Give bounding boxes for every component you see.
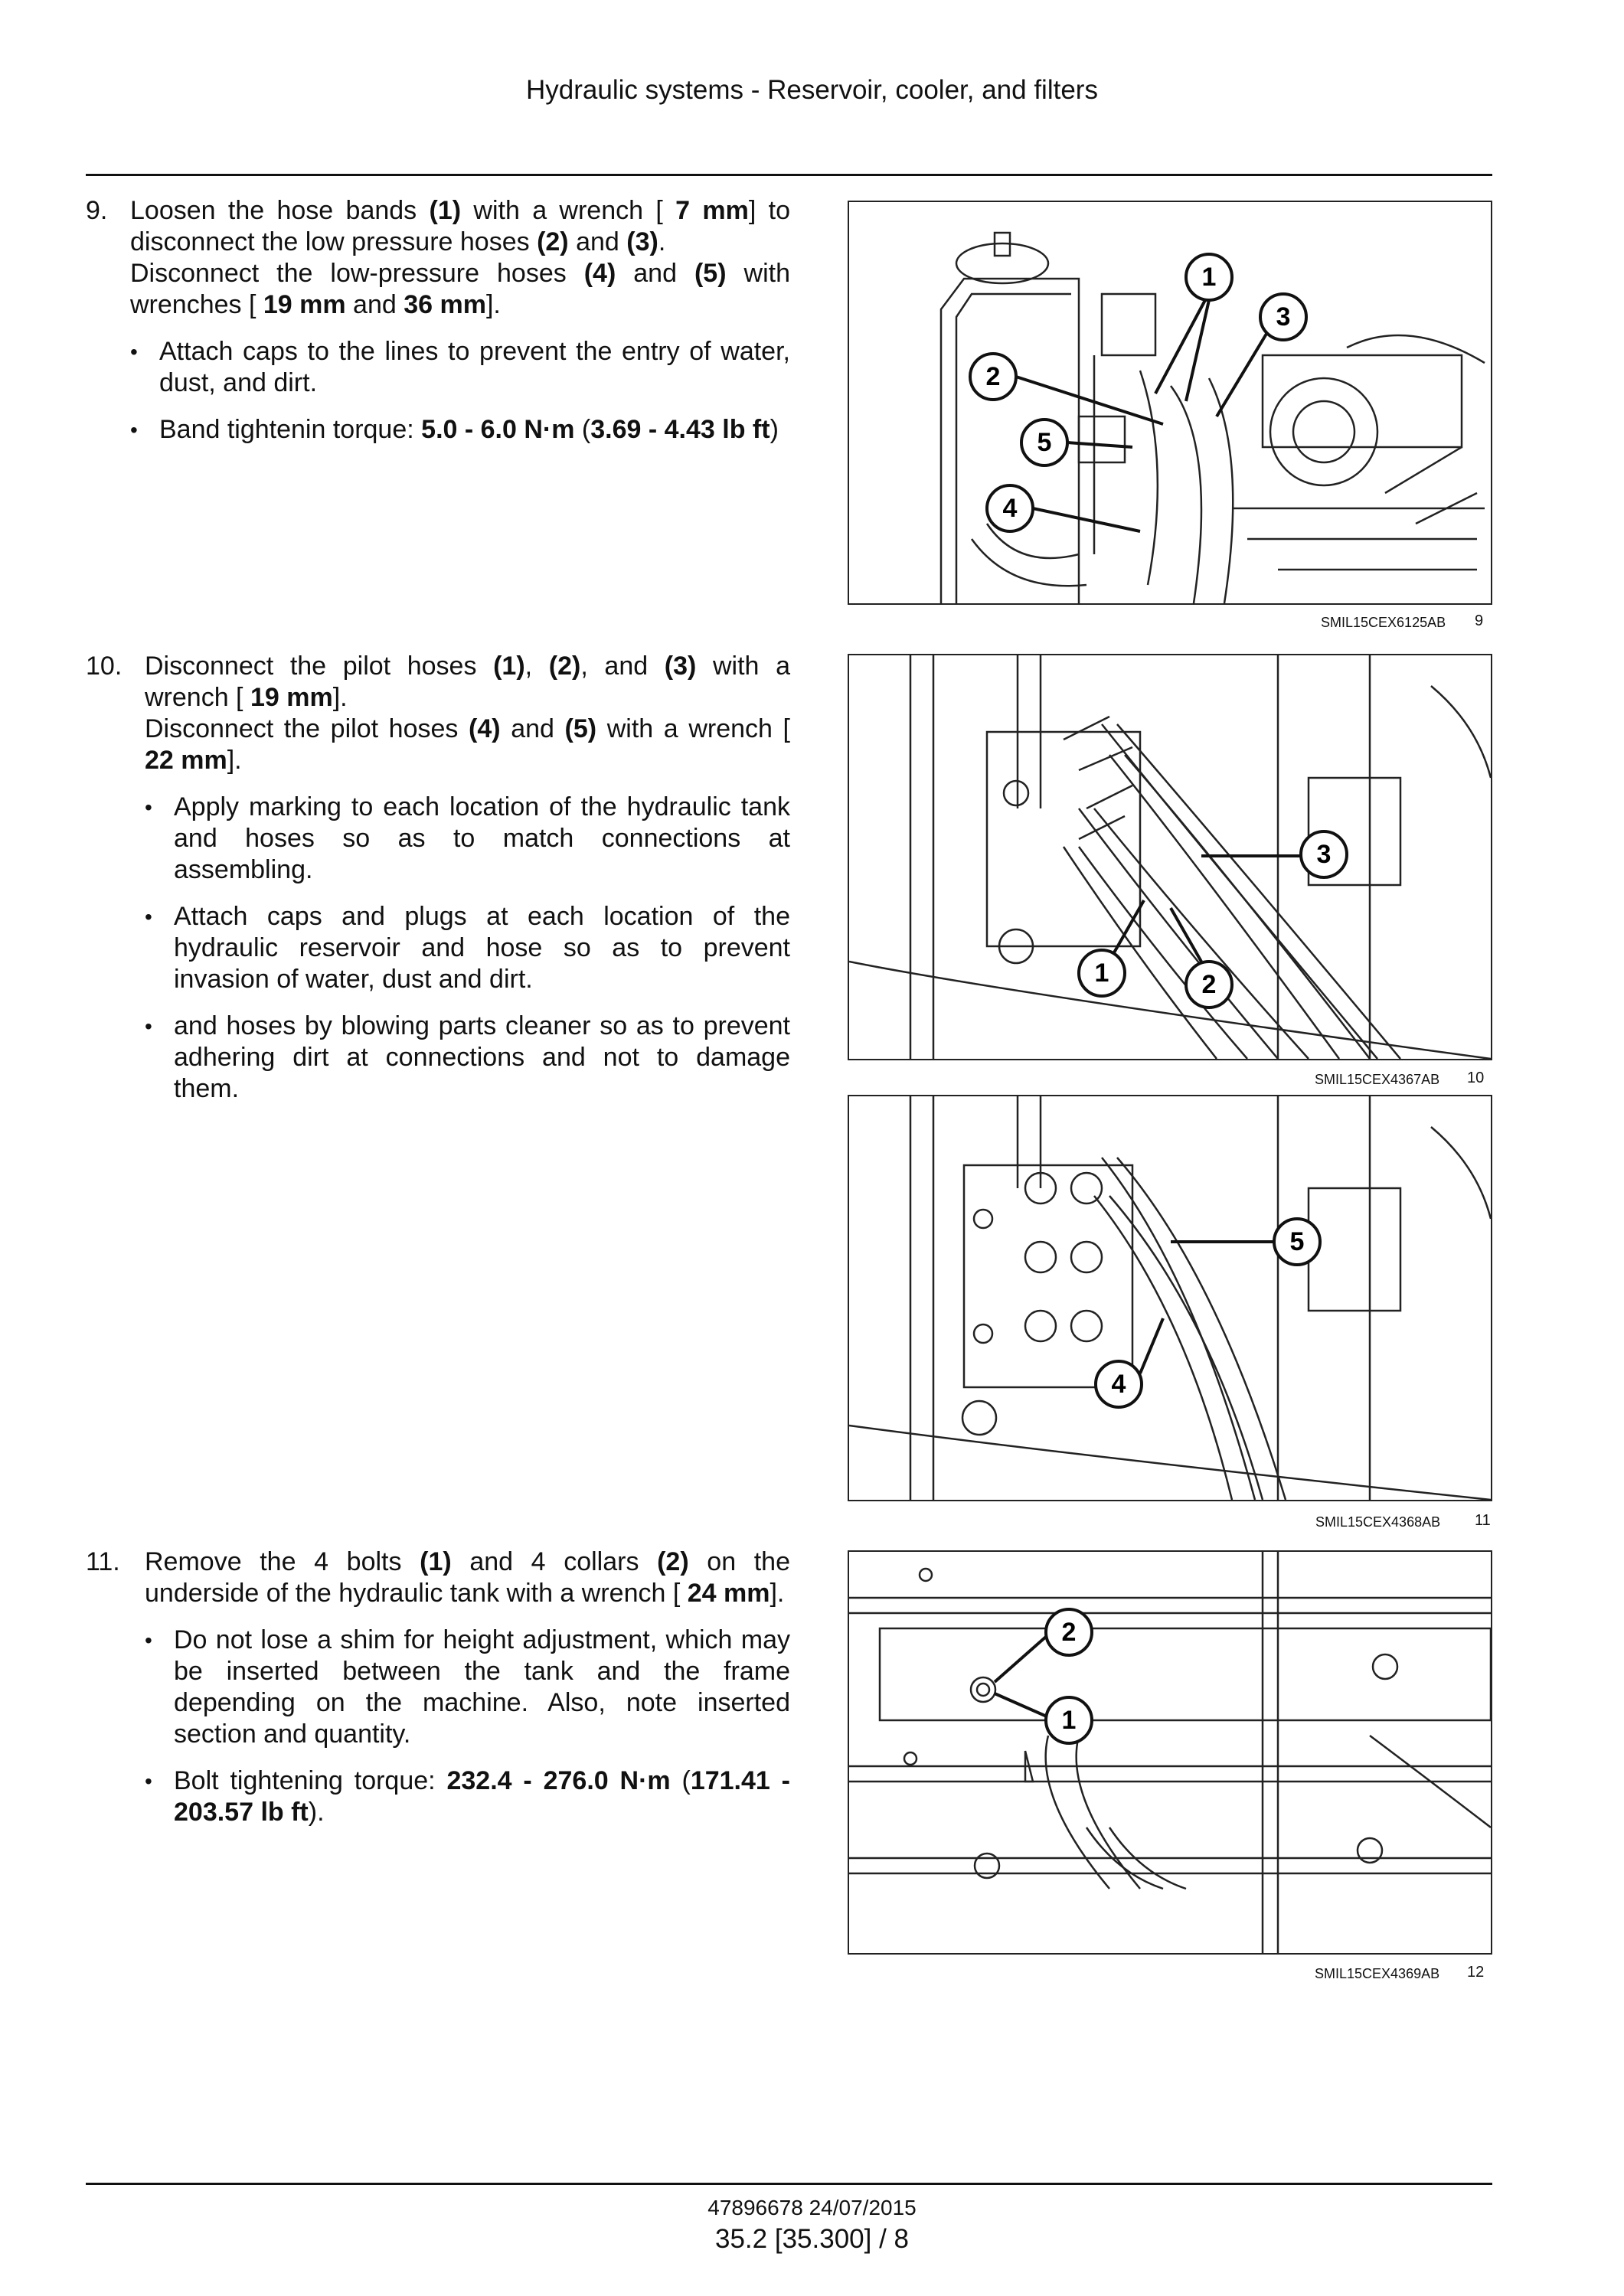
figure-9-illustration [848,201,1492,605]
callout-5: 5 [1289,1227,1305,1256]
callout-2: 2 [1201,970,1217,999]
footer-rule [86,2183,1492,2185]
figure-number: 11 [1475,1512,1491,1529]
step-text: Remove the 4 bolts (1) and 4 collars (2) on the underside of the hydraulic tank with a wrench [ 24 mm]. [145,1547,790,1608]
step-text: Loosen the hose bands (1) with a wrench [ 7 mm] to disconnect the low pressure hoses (2) and (3). [130,196,790,256]
figure-12-illustration [848,1550,1492,1955]
footer-page-number: 35.2 [35.300] / 8 [715,2224,909,2254]
callout-4: 4 [1111,1370,1126,1399]
figure-code: SMIL15CEX4369AB [1315,1966,1440,1981]
figure-code: SMIL15CEX4367AB [1315,1072,1440,1087]
callout-3: 3 [1276,302,1291,331]
figure-10-illustration [848,654,1492,1060]
figure-number: 10 [1467,1070,1485,1086]
callout-1: 1 [1094,959,1109,988]
step-number: 9. [86,196,108,225]
callout-1: 1 [1201,263,1217,292]
step-10 [86,651,790,1120]
step-text: Disconnect the low-pressure hoses (4) and (5) with wrenches [ 19 mm and 36 mm]. [130,259,790,319]
callout-1: 1 [1061,1706,1077,1735]
callout-3: 3 [1316,840,1332,869]
callout-4: 4 [1002,494,1018,523]
header-rule [86,174,1492,176]
figure-code: SMIL15CEX4368AB [1315,1514,1441,1530]
figure-11-illustration [848,1095,1492,1501]
bullet-item: • Attach caps and plugs at each location of the hydraulic reservoir and hose so as to prevent invasion of water, dust and dirt. [145,901,790,995]
step-number: 10. [86,652,123,681]
figure-number: 12 [1467,1964,1485,1981]
step-text: Disconnect the pilot hoses (1), (2), and (3) with a wrench [ 19 mm]. [145,652,790,712]
bullet-item: • Do not lose a shim for height adjustment, which may be inserted between the tank and the frame depending on the machine. Also, note inserted section and quantity. [145,1625,790,1750]
bullet-item: • Apply marking to each location of the hydraulic tank and hoses so as to match connections at assembling. [145,792,790,886]
bullet-item: • Band tightenin torque: 5.0 - 6.0 N·m (3.69 - 4.43 lb ft) [130,414,790,446]
callout-5: 5 [1037,428,1052,457]
footer-doc-id: 47896678 24/07/2015 [707,2196,917,2219]
page-header-title: Hydraulic systems - Reservoir, cooler, and filters [526,75,1098,105]
step-9 [86,195,790,461]
callout-2: 2 [1061,1618,1077,1647]
bullet-item: • and hoses by blowing parts cleaner so as to prevent adhering dirt at connections and not to damage them. [145,1011,790,1105]
step-11 [86,1546,790,1844]
bullet-item: • Attach caps to the lines to prevent the entry of water, dust, and dirt. [130,336,790,399]
step-number: 11. [86,1547,120,1576]
step-text: Disconnect the pilot hoses (4) and (5) with a wrench [ 22 mm]. [145,714,790,775]
bullet-item: • Bolt tightening torque: 232.4 - 276.0 N·m (171.41 - 203.57 lb ft). [145,1765,790,1828]
callout-2: 2 [985,362,1001,391]
figure-code: SMIL15CEX6125AB [1321,615,1446,630]
figure-number: 9 [1475,612,1484,629]
